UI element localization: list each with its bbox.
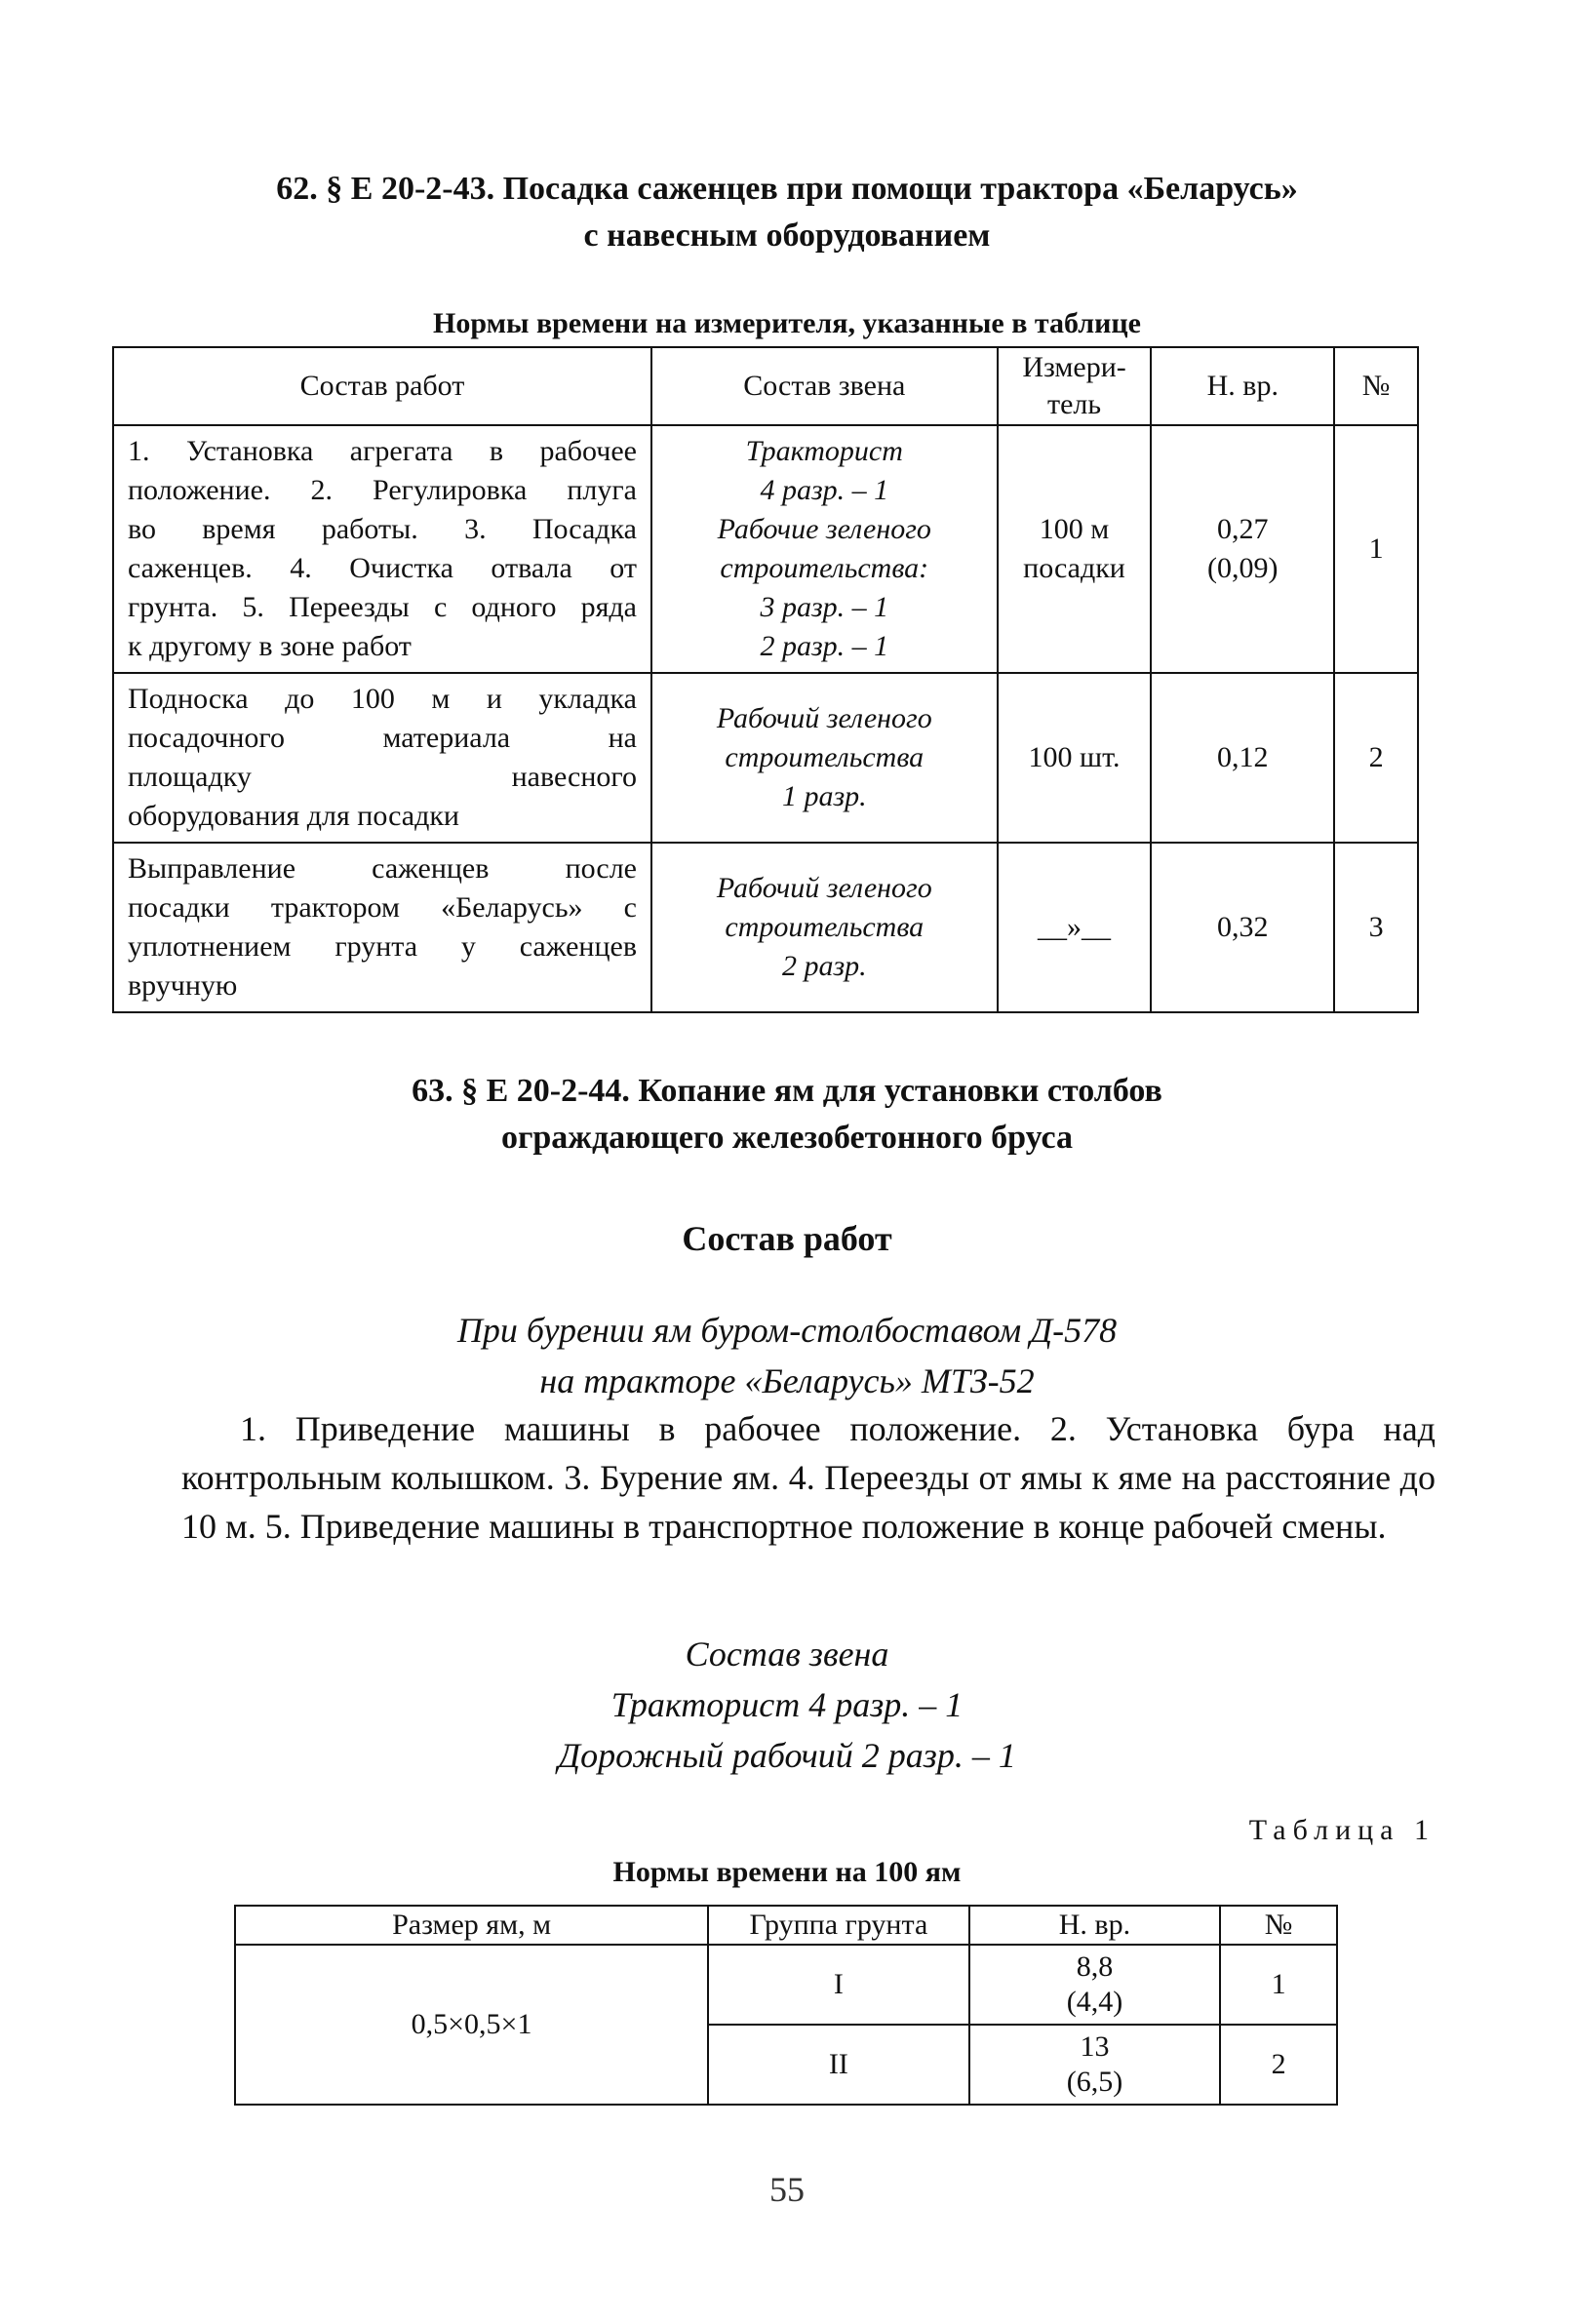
- unit-cell: [998, 425, 1152, 673]
- method-line2: на тракторе «Беларусь» МТЗ-52: [539, 1361, 1035, 1400]
- norms-table-62: [112, 346, 1419, 1013]
- crew-line: Тракторист: [745, 435, 903, 467]
- soil-cell: I: [708, 1945, 969, 2025]
- section-62-table-caption: Нормы времени на измерителя, указанные в таблице: [433, 307, 1141, 339]
- norm-value: 0,12: [1217, 741, 1269, 773]
- header-unit: [998, 347, 1152, 425]
- table-row: [113, 425, 1418, 673]
- unit-line: 100 м: [1039, 513, 1110, 545]
- work-cell: [113, 673, 651, 843]
- work-line: во время работы. 3. Посадка: [128, 513, 637, 545]
- method-block: [0, 1305, 1574, 1406]
- crew-line: Рабочий зеленого: [716, 702, 932, 734]
- table-header-row: [113, 347, 1418, 425]
- crew-line1: Тракторист 4 разр. – 1: [610, 1685, 964, 1724]
- header-unit-line1: Измери-: [1022, 351, 1126, 383]
- norm-value: 0,27: [1217, 513, 1269, 545]
- page-number: 55: [769, 2170, 805, 2209]
- crew-line2: Дорожный рабочий 2 разр. – 1: [558, 1736, 1016, 1775]
- crew-line: 4 разр. – 1: [760, 474, 889, 506]
- norm-value: 8,8: [1076, 1950, 1114, 1983]
- work-line: площадку навесного: [128, 761, 637, 793]
- unit-cell: [998, 673, 1152, 843]
- crew-line: 3 разр. – 1: [760, 591, 889, 623]
- norm-value-secondary: (0,09): [1207, 552, 1279, 584]
- section-63-subtitle: Состав работ: [682, 1219, 892, 1258]
- work-line: посадки трактором «Беларусь» с: [128, 891, 637, 924]
- num-cell: 3: [1334, 843, 1418, 1012]
- header-size: Размер ям, м: [235, 1906, 708, 1945]
- crew-line: 1 разр.: [781, 780, 867, 812]
- crew-block: [0, 1629, 1574, 1781]
- work-description-paragraph: 1. Приведение машины в рабочее положение. 2. Установка бура над контрольным колышком. 3. Бурение ям. 4. Переезды от ямы к яме на расстояние до 10 м. 5. Приведение машины в транспортное положение в конце рабочей смены.: [181, 1409, 1436, 1546]
- crew-line: строительства: [725, 911, 925, 943]
- unit-cell: [998, 843, 1152, 1012]
- unit-line: __»__: [1038, 911, 1112, 943]
- work-cell: [113, 843, 651, 1012]
- header-norm: Н. вр.: [1151, 347, 1334, 425]
- crew-line: строительства: [725, 741, 925, 773]
- table-label: Таблица 1: [1248, 1814, 1436, 1846]
- header-num: №: [1334, 347, 1418, 425]
- work-line: оборудования для посадки: [128, 800, 459, 832]
- norms-table-63: [234, 1905, 1338, 2106]
- section-62-title: [0, 166, 1574, 259]
- table-row: [113, 843, 1418, 1012]
- crew-line: Рабочие зеленого: [717, 513, 931, 545]
- crew-cell: [651, 843, 998, 1012]
- num-cell: 1: [1334, 425, 1418, 673]
- work-line: саженцев. 4. Очистка отвала от: [128, 552, 637, 584]
- crew-line: 2 разр.: [781, 950, 867, 982]
- work-line: грунта. 5. Переезды с одного ряда: [128, 591, 637, 623]
- section-62-title-line2: с навесным оборудованием: [583, 217, 991, 254]
- work-line: 1. Установка агрегата в рабочее: [128, 435, 637, 467]
- header-crew: Состав звена: [651, 347, 998, 425]
- crew-line: Рабочий зеленого: [716, 872, 932, 904]
- norm-cell: [1151, 425, 1334, 673]
- norm-value: 13: [1080, 2030, 1110, 2063]
- section-62-title-line1: 62. § Е 20-2-43. Посадка саженцев при помощи трактора «Беларусь»: [276, 171, 1298, 207]
- norm-value-secondary: (6,5): [1066, 2066, 1123, 2098]
- table-row: [235, 1945, 1337, 2025]
- soil-cell: II: [708, 2025, 969, 2105]
- num-cell: 2: [1334, 673, 1418, 843]
- unit-line: посадки: [1023, 552, 1125, 584]
- method-line1: При бурении ям буром-столбоставом Д-578: [456, 1311, 1118, 1350]
- work-line: к другому в зоне работ: [128, 630, 412, 662]
- crew-title: Состав звена: [685, 1635, 889, 1674]
- table-header-row: [235, 1906, 1337, 1945]
- header-unit-line2: тель: [1046, 388, 1102, 420]
- table-row: [113, 673, 1418, 843]
- work-line: Подноска до 100 м и укладка: [128, 683, 637, 715]
- work-line: посадочного материала на: [128, 722, 637, 754]
- section-63-table-caption: Нормы времени на 100 ям: [612, 1856, 962, 1888]
- section-63-title: [0, 1068, 1574, 1162]
- crew-cell: [651, 425, 998, 673]
- header-work: Состав работ: [113, 347, 651, 425]
- work-cell: [113, 425, 651, 673]
- work-line: Выправление саженцев после: [128, 852, 637, 885]
- header-soil: Группа грунта: [708, 1906, 969, 1945]
- norm-cell: [1151, 673, 1334, 843]
- num-cell: 2: [1220, 2025, 1337, 2105]
- crew-cell: [651, 673, 998, 843]
- norm-cell: [969, 2025, 1221, 2105]
- norm-cell: [1151, 843, 1334, 1012]
- work-line: положение. 2. Регулировка плуга: [128, 474, 637, 506]
- header-num: №: [1220, 1906, 1337, 1945]
- crew-line: 2 разр. – 1: [760, 630, 889, 662]
- work-line: уплотнением грунта у саженцев: [128, 930, 637, 963]
- work-line: вручную: [128, 969, 238, 1002]
- crew-line: строительства:: [720, 552, 929, 584]
- num-cell: 1: [1220, 1945, 1337, 2025]
- norm-value-secondary: (4,4): [1066, 1986, 1123, 2018]
- header-norm: Н. вр.: [969, 1906, 1221, 1945]
- norm-cell: [969, 1945, 1221, 2025]
- norm-value: 0,32: [1217, 911, 1269, 943]
- section-63-title-line1: 63. § Е 20-2-44. Копание ям для установки столбов: [412, 1073, 1162, 1109]
- unit-line: 100 шт.: [1028, 741, 1121, 773]
- size-cell: 0,5×0,5×1: [235, 1945, 708, 2105]
- section-63-title-line2: ограждающего железобетонного бруса: [500, 1120, 1074, 1156]
